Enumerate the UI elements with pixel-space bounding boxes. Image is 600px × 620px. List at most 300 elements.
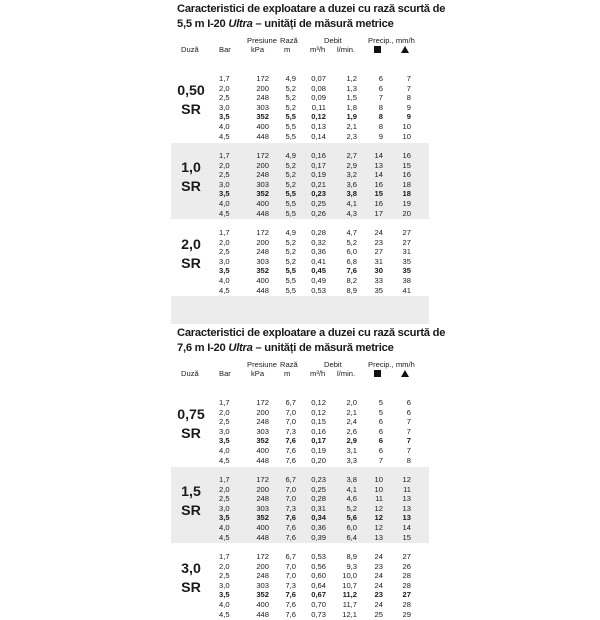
cell-pressure-kpa: 200 [256, 160, 269, 170]
cell-flow-m3h: 0,11 [311, 102, 326, 112]
cell-pressure-kpa: 172 [256, 475, 269, 484]
section-title [171, 324, 446, 357]
table-row [171, 562, 429, 572]
cell-pressure-bar: 1,7 [219, 228, 230, 237]
cell-pressure-kpa: 352 [256, 112, 269, 122]
cell-precip-triangle: 18 [402, 179, 411, 189]
cell-radius: 7,6 [285, 532, 296, 542]
cell-flow-m3h: 0,34 [311, 513, 326, 523]
cell-flow-lmin: 1,8 [346, 102, 357, 112]
table-row [171, 485, 429, 495]
cell-pressure-bar: 4,0 [219, 276, 230, 285]
cell-flow-lmin: 11,7 [342, 600, 357, 609]
cell-precip-triangle: 28 [402, 600, 411, 609]
cell-pressure-kpa: 352 [256, 266, 269, 276]
section-title [171, 0, 446, 33]
table-row [171, 180, 429, 190]
cell-radius: 7,3 [285, 503, 296, 513]
cell-precip-triangle: 12 [402, 475, 411, 484]
cell-precip-triangle: 28 [402, 571, 411, 581]
cell-precip-square: 30 [374, 266, 383, 276]
cell-radius: 7,6 [285, 436, 296, 446]
cell-precip-triangle: 18 [402, 189, 411, 199]
cell-precip-triangle: 13 [402, 503, 411, 513]
cell-pressure-kpa: 200 [256, 484, 269, 494]
cell-pressure-kpa: 303 [256, 179, 269, 189]
table-row [171, 103, 429, 113]
cell-precip-triangle: 29 [402, 609, 411, 619]
cell-flow-lmin: 4,6 [346, 494, 357, 504]
cell-precip-triangle: 38 [402, 276, 411, 285]
cell-pressure-kpa: 172 [256, 552, 269, 561]
table-row [171, 257, 429, 267]
cell-radius: 7,6 [285, 523, 296, 532]
cell-radius: 5,5 [285, 199, 296, 208]
cell-precip-square: 13 [374, 160, 383, 170]
cell-precip-square: 14 [374, 151, 383, 160]
cell-pressure-bar: 4,5 [219, 285, 230, 295]
cell-precip-square: 24 [374, 571, 383, 581]
cell-pressure-kpa: 248 [256, 247, 269, 257]
cell-flow-m3h: 0,12 [311, 398, 326, 407]
header-m3h: m³/h [310, 45, 326, 54]
cell-flow-m3h: 0,17 [311, 160, 326, 170]
cell-precip-triangle: 35 [402, 256, 411, 266]
cell-precip-triangle: 16 [402, 151, 411, 160]
table-row [171, 417, 429, 427]
cell-precip-triangle: 20 [402, 208, 411, 218]
cell-precip-square: 6 [378, 74, 383, 83]
cell-precip-square: 7 [378, 93, 383, 103]
nozzle-size: 1,5 [181, 484, 201, 500]
cell-radius: 7,6 [285, 513, 296, 523]
header-duza: Duză [181, 369, 199, 378]
cell-pressure-bar: 3,5 [219, 112, 230, 122]
cell-flow-lmin: 12,1 [342, 609, 357, 619]
cell-precip-square: 31 [374, 256, 383, 266]
cell-precip-square: 23 [374, 561, 383, 571]
cell-radius: 7,0 [285, 561, 296, 571]
cell-flow-m3h: 0,13 [311, 122, 326, 131]
header-lmin: l/min. [337, 369, 356, 378]
cell-pressure-bar: 3,5 [219, 266, 230, 276]
table-row [171, 590, 429, 600]
cell-flow-m3h: 0,17 [311, 436, 326, 446]
table-row [171, 571, 429, 581]
cell-radius: 7,6 [285, 455, 296, 465]
cell-pressure-kpa: 200 [256, 407, 269, 417]
cell-pressure-bar: 2,5 [219, 571, 230, 581]
cell-precip-square: 11 [375, 494, 383, 504]
header-presiune: Presiune [247, 360, 277, 369]
table-row [171, 93, 429, 103]
cell-flow-m3h: 0,07 [311, 74, 326, 83]
cell-flow-lmin: 2,7 [346, 151, 357, 160]
table-row [171, 84, 429, 94]
header-bar: Bar [219, 369, 231, 378]
cell-pressure-bar: 2,0 [219, 407, 230, 417]
cell-flow-lmin: 2,1 [346, 407, 357, 417]
cell-radius: 5,2 [285, 170, 296, 180]
cell-flow-lmin: 1,5 [346, 93, 357, 103]
nozzle-type: SR [181, 503, 201, 519]
header-lmin: l/min. [337, 45, 356, 54]
cell-pressure-bar: 4,5 [219, 208, 230, 218]
cell-precip-square: 8 [378, 102, 383, 112]
cell-flow-lmin: 3,1 [346, 446, 357, 455]
cell-flow-m3h: 0,39 [311, 532, 326, 542]
cell-radius: 7,0 [285, 494, 296, 504]
cell-precip-triangle: 6 [406, 398, 411, 407]
cell-radius: 6,7 [285, 552, 296, 561]
title-line-2 [177, 341, 429, 356]
cell-precip-square: 23 [374, 237, 383, 247]
cell-pressure-bar: 3,0 [219, 102, 230, 112]
cell-pressure-bar: 1,7 [219, 552, 230, 561]
table-row [171, 286, 429, 296]
cell-radius: 5,2 [285, 160, 296, 170]
header-raza: Rază [280, 360, 298, 369]
table-row [171, 436, 429, 446]
cell-pressure-bar: 2,5 [219, 247, 230, 257]
cell-radius: 5,5 [285, 131, 296, 141]
cell-flow-lmin: 1,9 [346, 112, 357, 122]
cell-pressure-kpa: 448 [256, 131, 269, 141]
cell-pressure-bar: 4,0 [219, 523, 230, 532]
cell-precip-square: 14 [374, 170, 383, 180]
cell-precip-triangle: 11 [403, 484, 411, 494]
cell-flow-lmin: 3,6 [346, 179, 357, 189]
cell-pressure-bar: 3,5 [219, 436, 230, 446]
cell-precip-triangle: 27 [402, 590, 411, 600]
cell-flow-m3h: 0,23 [311, 189, 326, 199]
cell-radius: 5,5 [285, 189, 296, 199]
cell-pressure-kpa: 172 [256, 151, 269, 160]
filled-square-icon [374, 45, 381, 54]
cell-flow-m3h: 0,25 [311, 199, 326, 208]
cell-radius: 5,2 [285, 83, 296, 93]
title-prefix: 7,6 m I-20 [177, 341, 229, 354]
cell-precip-triangle: 35 [402, 266, 411, 276]
cell-precip-triangle: 7 [406, 74, 411, 83]
title-line-1: Caracteristici de exploatare a duzei cu rază scurtă de [177, 327, 446, 339]
cell-pressure-bar: 1,7 [219, 74, 230, 83]
header-bar: Bar [219, 45, 231, 54]
table-row [171, 247, 429, 257]
nozzle-group [171, 142, 429, 219]
cell-precip-triangle: 7 [406, 426, 411, 436]
cell-precip-square: 24 [374, 228, 383, 237]
cell-flow-lmin: 2,9 [346, 160, 357, 170]
nozzle-group [171, 65, 429, 142]
cell-flow-m3h: 0,36 [311, 247, 326, 257]
cell-pressure-kpa: 352 [256, 590, 269, 600]
header-raza-unit: m [284, 45, 291, 54]
cell-pressure-bar: 2,0 [219, 237, 230, 247]
cell-pressure-bar: 4,0 [219, 600, 230, 609]
cell-pressure-kpa: 400 [256, 276, 269, 285]
cell-radius: 6,7 [285, 475, 296, 484]
table-row [171, 494, 429, 504]
table-row [171, 552, 429, 562]
cell-flow-lmin: 8,9 [346, 552, 357, 561]
cell-flow-lmin: 2,9 [346, 436, 357, 446]
cell-pressure-kpa: 352 [256, 189, 269, 199]
cell-precip-triangle: 16 [402, 170, 411, 180]
header-precip: Precip., mm/h [368, 36, 415, 45]
cell-flow-lmin: 3,8 [346, 189, 357, 199]
filled-triangle-icon [401, 369, 409, 378]
cell-flow-lmin: 2,0 [346, 398, 357, 407]
cell-pressure-kpa: 303 [256, 503, 269, 513]
cell-precip-triangle: 7 [406, 446, 411, 455]
cell-pressure-kpa: 200 [256, 237, 269, 247]
cell-radius: 4,9 [285, 74, 296, 83]
cell-flow-lmin: 10,0 [342, 571, 357, 581]
cell-flow-lmin: 3,8 [346, 475, 357, 484]
cell-pressure-kpa: 448 [256, 532, 269, 542]
cell-flow-lmin: 3,3 [346, 455, 357, 465]
header-raza: Rază [280, 36, 298, 45]
section-7-6m [171, 324, 446, 620]
cell-pressure-bar: 3,5 [219, 590, 230, 600]
cell-radius: 5,5 [285, 276, 296, 285]
cell-precip-square: 16 [374, 179, 383, 189]
cell-pressure-kpa: 172 [256, 74, 269, 83]
cell-pressure-kpa: 400 [256, 199, 269, 208]
cell-precip-triangle: 8 [406, 93, 411, 103]
cell-pressure-bar: 3,5 [219, 513, 230, 523]
cell-pressure-kpa: 352 [256, 513, 269, 523]
cell-precip-square: 23 [374, 590, 383, 600]
cell-flow-lmin: 2,6 [346, 426, 357, 436]
cell-flow-lmin: 4,1 [346, 199, 357, 208]
cell-pressure-bar: 4,5 [219, 455, 230, 465]
table-row [171, 238, 429, 248]
cell-radius: 5,5 [285, 285, 296, 295]
table-row [171, 475, 429, 485]
title-suffix: – unități de măsură metrice [252, 341, 394, 354]
cell-pressure-kpa: 303 [256, 426, 269, 436]
header-debit: Debit [324, 360, 342, 369]
cell-flow-m3h: 0,14 [311, 131, 326, 141]
cell-pressure-bar: 3,0 [219, 580, 230, 590]
cell-pressure-kpa: 248 [256, 494, 269, 504]
title-line-1: Caracteristici de exploatare a duzei cu rază scurtă de [177, 3, 446, 15]
cell-flow-m3h: 0,70 [311, 600, 326, 609]
cell-pressure-bar: 2,5 [219, 170, 230, 180]
cell-flow-lmin: 2,4 [346, 417, 357, 427]
cell-precip-triangle: 27 [402, 552, 411, 561]
cell-flow-m3h: 0,64 [311, 580, 326, 590]
cell-precip-square: 6 [378, 83, 383, 93]
cell-pressure-kpa: 400 [256, 600, 269, 609]
cell-flow-lmin: 4,3 [346, 208, 357, 218]
cell-precip-square: 12 [374, 523, 383, 532]
cell-flow-m3h: 0,12 [311, 407, 326, 417]
cell-precip-square: 24 [374, 580, 383, 590]
cell-precip-square: 24 [374, 552, 383, 561]
nozzle-group [171, 219, 429, 296]
cell-pressure-kpa: 448 [256, 609, 269, 619]
cell-precip-square: 35 [374, 285, 383, 295]
cell-pressure-bar: 4,5 [219, 131, 230, 141]
cell-flow-m3h: 0,08 [311, 83, 326, 93]
cell-pressure-kpa: 172 [256, 228, 269, 237]
cell-precip-triangle: 27 [402, 228, 411, 237]
cell-pressure-bar: 2,0 [219, 484, 230, 494]
cell-radius: 7,6 [285, 609, 296, 619]
cell-precip-square: 5 [378, 398, 383, 407]
cell-precip-square: 15 [374, 189, 383, 199]
cell-flow-m3h: 0,09 [311, 93, 326, 103]
cell-radius: 4,9 [285, 151, 296, 160]
cell-precip-triangle: 9 [406, 112, 411, 122]
cell-flow-m3h: 0,19 [311, 170, 326, 180]
cell-precip-square: 7 [378, 455, 383, 465]
cell-precip-triangle: 9 [406, 102, 411, 112]
cell-radius: 6,7 [285, 398, 296, 407]
cell-pressure-bar: 4,0 [219, 122, 230, 131]
cell-flow-m3h: 0,20 [311, 455, 326, 465]
cell-precip-triangle: 31 [402, 247, 411, 257]
table-row [171, 199, 429, 209]
table-row [171, 533, 429, 543]
cell-pressure-kpa: 303 [256, 102, 269, 112]
cell-flow-m3h: 0,16 [311, 151, 326, 160]
cell-flow-lmin: 11,2 [342, 590, 357, 600]
cell-precip-triangle: 13 [402, 513, 411, 523]
cell-flow-m3h: 0,73 [311, 609, 326, 619]
nozzle-type: SR [181, 256, 201, 272]
cell-flow-lmin: 1,2 [346, 74, 357, 83]
cell-precip-square: 16 [374, 199, 383, 208]
cell-precip-triangle: 14 [402, 523, 411, 532]
cell-pressure-kpa: 248 [256, 93, 269, 103]
cell-flow-lmin: 2,3 [346, 131, 357, 141]
cell-flow-lmin: 3,2 [346, 170, 357, 180]
header-m3h: m³/h [310, 369, 326, 378]
nozzle-size: 3,0 [181, 561, 201, 577]
cell-pressure-kpa: 303 [256, 580, 269, 590]
cell-precip-triangle: 8 [406, 455, 411, 465]
table-row [171, 209, 429, 219]
cell-flow-lmin: 5,2 [346, 503, 357, 513]
table-row [171, 581, 429, 591]
cell-flow-m3h: 0,23 [311, 475, 326, 484]
header-presiune: Presiune [247, 36, 277, 45]
table-row [171, 122, 429, 132]
cell-radius: 5,2 [285, 247, 296, 257]
cell-precip-triangle: 15 [402, 532, 411, 542]
cell-flow-m3h: 0,41 [311, 256, 326, 266]
table-row [171, 161, 429, 171]
table-row [171, 446, 429, 456]
cell-pressure-bar: 4,0 [219, 199, 230, 208]
cell-pressure-kpa: 448 [256, 208, 269, 218]
cell-precip-square: 24 [374, 600, 383, 609]
cell-pressure-bar: 3,0 [219, 503, 230, 513]
cell-precip-square: 13 [374, 532, 383, 542]
table-row [171, 610, 429, 620]
cell-pressure-kpa: 400 [256, 122, 269, 131]
cell-flow-lmin: 6,8 [346, 256, 357, 266]
table-row [171, 456, 429, 466]
cell-flow-lmin: 6,0 [346, 247, 357, 257]
cell-pressure-kpa: 248 [256, 417, 269, 427]
cell-precip-square: 9 [378, 131, 383, 141]
cell-flow-m3h: 0,53 [311, 552, 326, 561]
cell-pressure-kpa: 448 [256, 455, 269, 465]
cell-radius: 5,5 [285, 266, 296, 276]
cell-pressure-kpa: 448 [256, 285, 269, 295]
cell-flow-lmin: 7,6 [346, 266, 357, 276]
table-row [171, 189, 429, 199]
cell-flow-m3h: 0,56 [311, 561, 326, 571]
cell-flow-m3h: 0,45 [311, 266, 326, 276]
table-header [171, 357, 429, 389]
cell-precip-square: 12 [374, 513, 383, 523]
cell-pressure-bar: 2,5 [219, 417, 230, 427]
nozzle-type: SR [181, 426, 201, 442]
cell-pressure-kpa: 400 [256, 523, 269, 532]
nozzle-type: SR [181, 179, 201, 195]
cell-pressure-bar: 3,0 [219, 179, 230, 189]
table-header [171, 33, 429, 65]
cell-pressure-bar: 3,0 [219, 256, 230, 266]
cell-precip-triangle: 6 [406, 407, 411, 417]
table-row [171, 112, 429, 122]
title-italic: Ultra [228, 17, 253, 30]
cell-flow-m3h: 0,28 [311, 228, 326, 237]
cell-flow-lmin: 2,1 [346, 122, 357, 131]
header-duza: Duză [181, 45, 199, 54]
cell-precip-square: 5 [378, 407, 383, 417]
table-row [171, 276, 429, 286]
cell-flow-m3h: 0,32 [311, 237, 326, 247]
cell-precip-square: 10 [374, 484, 383, 494]
nozzle-size: 1,0 [181, 160, 201, 176]
table-row [171, 504, 429, 514]
cell-flow-m3h: 0,53 [311, 285, 326, 295]
cell-flow-m3h: 0,25 [311, 484, 326, 494]
cell-flow-lmin: 9,3 [346, 561, 357, 571]
cell-precip-triangle: 27 [402, 237, 411, 247]
cell-flow-lmin: 5,2 [346, 237, 357, 247]
cell-pressure-kpa: 200 [256, 561, 269, 571]
cell-flow-lmin: 4,1 [346, 484, 357, 494]
cell-radius: 7,6 [285, 600, 296, 609]
cell-pressure-kpa: 248 [256, 170, 269, 180]
cell-radius: 7,0 [285, 407, 296, 417]
table-row [171, 228, 429, 238]
cell-precip-square: 8 [378, 122, 383, 131]
section-5-5m [171, 0, 446, 296]
table-row [171, 151, 429, 161]
cell-precip-square: 6 [378, 426, 383, 436]
cell-flow-m3h: 0,19 [311, 446, 326, 455]
filled-triangle-icon [401, 45, 409, 54]
cell-precip-square: 12 [374, 503, 383, 513]
cell-radius: 5,5 [285, 112, 296, 122]
cell-flow-m3h: 0,31 [311, 503, 326, 513]
cell-precip-square: 17 [374, 208, 383, 218]
cell-pressure-bar: 3,0 [219, 426, 230, 436]
cell-precip-triangle: 26 [402, 561, 411, 571]
header-kpa: kPa [251, 45, 265, 54]
table-row [171, 408, 429, 418]
cell-radius: 7,0 [285, 571, 296, 581]
